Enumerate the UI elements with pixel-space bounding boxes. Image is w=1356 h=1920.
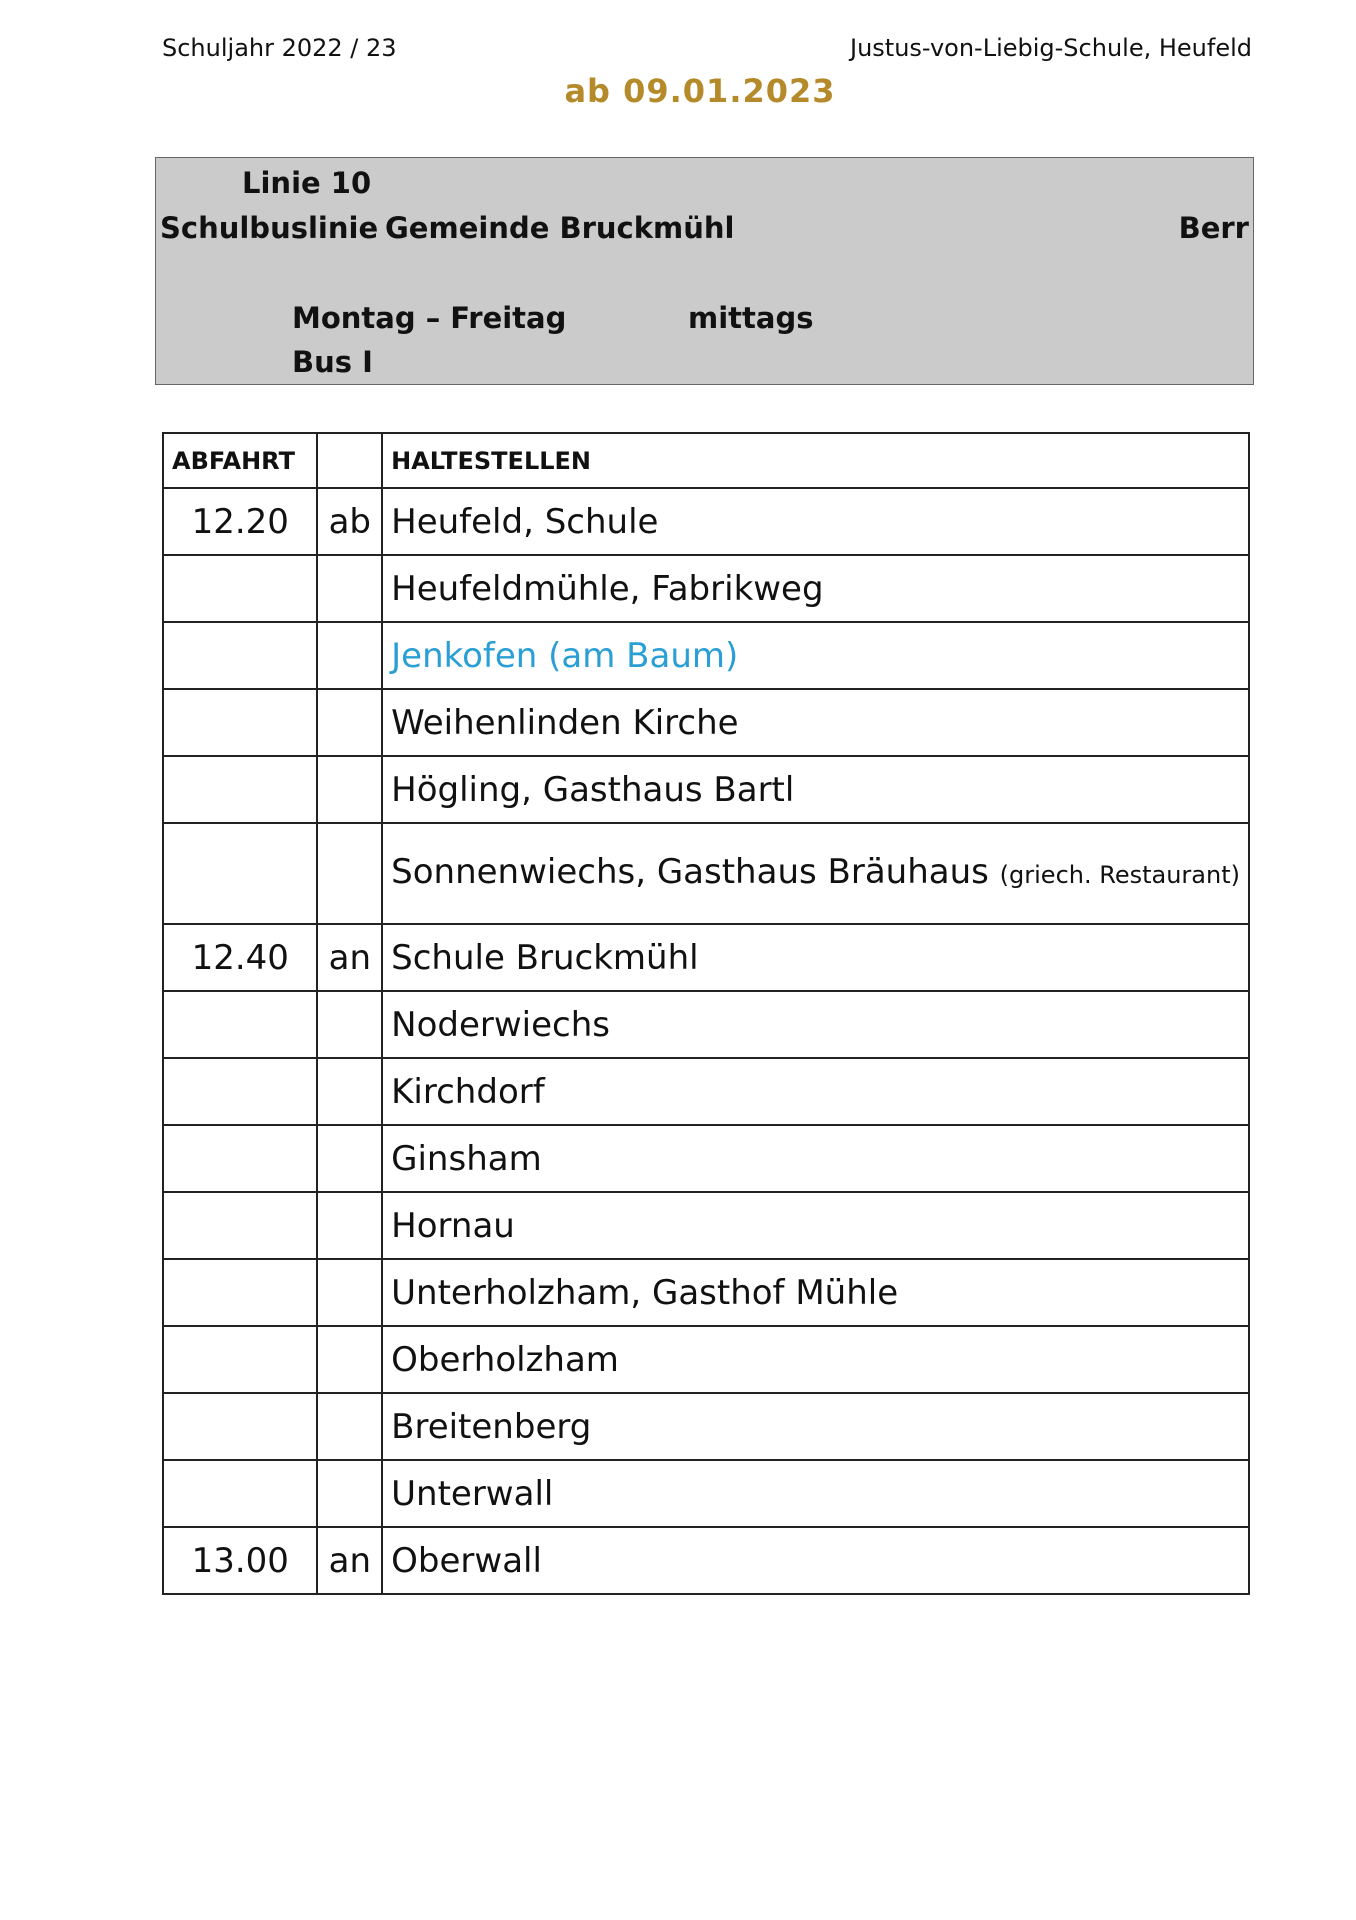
table-row (163, 1393, 1249, 1460)
arrival-departure-mark (317, 823, 382, 924)
arrival-departure-mark (317, 756, 382, 823)
stop-name: Hornau (382, 1192, 1249, 1259)
departure-time: 13.00 (163, 1527, 317, 1594)
departure-time (163, 1259, 317, 1326)
line-number: Linie 10 (242, 166, 372, 200)
stop-name-with-note (382, 823, 1249, 924)
valid-from-date: ab 09.01.2023 (564, 72, 836, 110)
arrival-departure-mark (317, 1058, 382, 1125)
stop-name: Kirchdorf (382, 1058, 1249, 1125)
stop-name: Heufeldmühle, Fabrikweg (382, 555, 1249, 622)
table-row (163, 1192, 1249, 1259)
departure-time (163, 689, 317, 756)
table-row (163, 488, 1249, 555)
departure-time (163, 622, 317, 689)
stop-name: Ginsham (382, 1125, 1249, 1192)
table-row (163, 622, 1249, 689)
arrival-departure-mark (317, 1326, 382, 1393)
school-year: Schuljahr 2022 / 23 (162, 34, 397, 62)
col-stops: HALTESTELLEN (382, 433, 1249, 488)
arrival-departure-mark: an (317, 924, 382, 991)
departure-time (163, 1326, 317, 1393)
departure-time (163, 1460, 317, 1527)
stop-name: Unterholzham, Gasthof Mühle (382, 1259, 1249, 1326)
school-name: Justus-von-Liebig-Schule, Heufeld (850, 34, 1252, 62)
right-label: Berr (1178, 211, 1249, 245)
departure-time: 12.40 (163, 924, 317, 991)
departure-time (163, 823, 317, 924)
operating-days: Montag – Freitag (292, 301, 567, 335)
stop-name: Oberholzham (382, 1326, 1249, 1393)
arrival-departure-mark (317, 991, 382, 1058)
stop-name: Noderwiechs (382, 991, 1249, 1058)
table-row (163, 689, 1249, 756)
stop-name: Oberwall (382, 1527, 1249, 1594)
table-header-row (163, 433, 1249, 488)
route-type: Schulbuslinie (160, 211, 379, 245)
arrival-departure-mark: an (317, 1527, 382, 1594)
stop-name: Heufeld, Schule (382, 488, 1249, 555)
time-of-day: mittags (688, 301, 814, 335)
table-row (163, 1326, 1249, 1393)
table-row (163, 924, 1249, 991)
table-row (163, 1527, 1249, 1594)
arrival-departure-mark (317, 555, 382, 622)
table-row (163, 991, 1249, 1058)
stop-name: Unterwall (382, 1460, 1249, 1527)
arrival-departure-mark (317, 1460, 382, 1527)
stop-name: Högling, Gasthaus Bartl (382, 756, 1249, 823)
bus-label: Bus I (292, 345, 373, 379)
table-row (163, 1259, 1249, 1326)
arrival-departure-mark (317, 622, 382, 689)
col-mark (317, 433, 382, 488)
stop-name-highlighted: Jenkofen (am Baum) (382, 622, 1249, 689)
departure-time (163, 991, 317, 1058)
timetable (162, 432, 1250, 1595)
arrival-departure-mark (317, 689, 382, 756)
table-row (163, 756, 1249, 823)
arrival-departure-mark (317, 1393, 382, 1460)
table-row (163, 1460, 1249, 1527)
arrival-departure-mark (317, 1192, 382, 1259)
departure-time: 12.20 (163, 488, 317, 555)
stop-name: Schule Bruckmühl (382, 924, 1249, 991)
departure-time (163, 1058, 317, 1125)
stop-note: (griech. Restaurant) (999, 861, 1240, 889)
stop-name: Breitenberg (382, 1393, 1249, 1460)
table-row (163, 1125, 1249, 1192)
arrival-departure-mark (317, 1259, 382, 1326)
stop-name: Sonnenwiechs, Gasthaus Bräuhaus (391, 852, 989, 892)
departure-time (163, 1125, 317, 1192)
departure-time (163, 756, 317, 823)
table-row (163, 555, 1249, 622)
route-header-box (155, 157, 1254, 385)
departure-time (163, 1192, 317, 1259)
departure-time (163, 1393, 317, 1460)
table-row (163, 1058, 1249, 1125)
departure-time (163, 555, 317, 622)
table-row (163, 823, 1249, 924)
arrival-departure-mark: ab (317, 488, 382, 555)
municipality: Gemeinde Bruckmühl (385, 211, 735, 245)
col-departure: ABFAHRT (163, 433, 317, 488)
stop-name: Weihenlinden Kirche (382, 689, 1249, 756)
arrival-departure-mark (317, 1125, 382, 1192)
